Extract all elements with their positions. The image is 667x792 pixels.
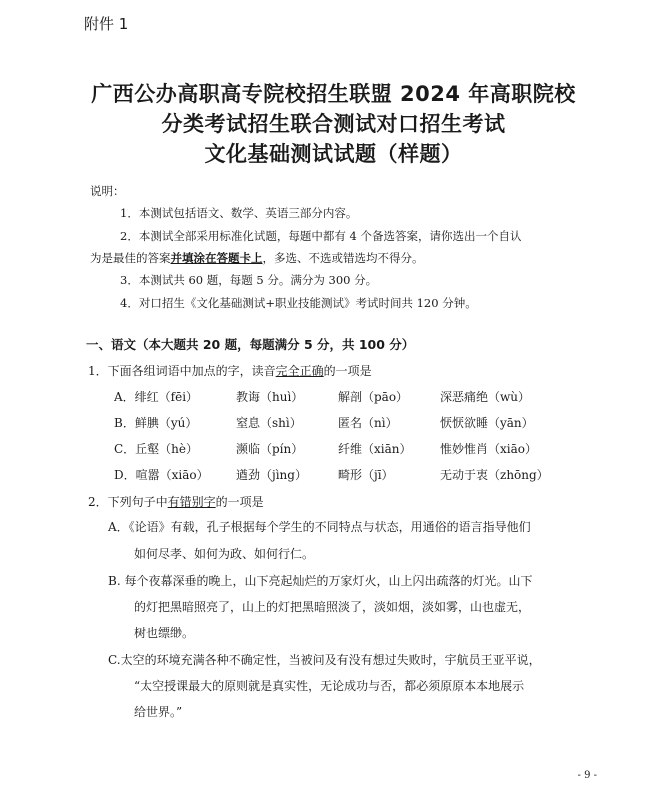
question-1-stem bbox=[88, 362, 372, 379]
note-item-2-text: 为是最佳的答案 bbox=[90, 251, 171, 265]
note-item-3: 3．本测试共 60 题，每题 5 分。满分为 300 分。 bbox=[120, 273, 378, 287]
question-1-tail: 的一项是 bbox=[323, 364, 372, 378]
attachment-label: 附件 1 bbox=[84, 15, 129, 33]
q1-option-b-word-1: B．鲜腆（yú） bbox=[114, 416, 198, 430]
notes-label: 说明： bbox=[90, 184, 125, 198]
question-1-text: 1．下面各组词语中加点的字，读音 bbox=[88, 364, 276, 378]
note-item-2-emphasis: 并填涂在答题卡上 bbox=[170, 251, 263, 265]
q1-option-d-word-2: 遒劲（jìng） bbox=[236, 468, 307, 482]
q1-option-d-word-3: 畸形（jī） bbox=[338, 468, 394, 482]
q1-option-a-word-4: 深恶痛绝（wù） bbox=[440, 390, 531, 404]
question-2-keyword: 有错别字 bbox=[167, 495, 216, 509]
q2-option-b-line-1: B. 每个夜幕深垂的晚上，山下亮起灿烂的万家灯火，山上闪出疏落的灯光。山下 bbox=[108, 574, 533, 588]
question-1-keyword: 完全正确 bbox=[275, 364, 324, 378]
q2-option-b-line-2: 的灯把黑暗照亮了，山上的灯把黑暗照淡了，淡如烟，淡如雾，山也虚无， bbox=[134, 600, 531, 614]
q1-option-a-word-2: 教诲（huì） bbox=[236, 390, 304, 404]
note-item-2-continued bbox=[90, 250, 424, 266]
q1-option-b-word-3: 匿名（nì） bbox=[338, 416, 398, 430]
note-item-1: 1．本测试包括语文、数学、英语三部分内容。 bbox=[120, 206, 358, 220]
q1-option-d-word-4: 无动于衷（zhōng） bbox=[440, 468, 549, 482]
q1-option-a-word-3: 解剖（pāo） bbox=[338, 390, 409, 404]
q1-option-b-word-4: 恹恹欲睡（yān） bbox=[440, 416, 534, 430]
q1-option-b-word-2: 窒息（shì） bbox=[236, 416, 302, 430]
page-number: - 9 - bbox=[577, 770, 597, 781]
q1-option-d-word-1: D．喧嚣（xiāo） bbox=[114, 468, 209, 482]
q2-option-c-line-1: C.太空的环境充满各种不确定性，当被问及有没有想过失败时，宇航员王亚平说， bbox=[108, 653, 541, 667]
q1-option-c-word-3: 纤维（xiān） bbox=[338, 442, 412, 456]
q1-option-c-word-1: C．丘壑（hè） bbox=[114, 442, 199, 456]
q2-option-a-line-1: A．《论语》有载，孔子根据每个学生的不同特点与状态，用通俗的语言指导他们 bbox=[108, 520, 531, 534]
title-line-1: 广西公办高职高专院校招生联盟 2024 年高职院校 bbox=[91, 82, 576, 106]
question-2-stem bbox=[88, 493, 264, 510]
note-item-2-tail: ，多选、不选或错选均不得分。 bbox=[262, 251, 424, 265]
q1-option-a-word-1: A．绯红（fēi） bbox=[114, 390, 199, 404]
q1-option-c-word-2: 濒临（pín） bbox=[236, 442, 304, 456]
q2-option-b-line-3: 树也缥缈。 bbox=[134, 626, 195, 640]
question-2-text: 2．下列句子中 bbox=[88, 495, 168, 509]
question-2-tail: 的一项是 bbox=[215, 495, 264, 509]
q1-option-c-word-4: 惟妙惟肖（xiāo） bbox=[440, 442, 537, 456]
title-line-3: 文化基础测试试题（样题） bbox=[204, 142, 463, 166]
title-line-2: 分类考试招生联合测试对口招生考试 bbox=[161, 112, 506, 136]
section-heading-chinese: 一、语文（本大题共 20 题，每题满分 5 分，共 100 分） bbox=[86, 337, 415, 352]
note-item-2: 2．本测试全部采用标准化试题，每题中都有 4 个备选答案，请你选出一个自认 bbox=[120, 229, 522, 243]
q2-option-c-line-3: 给世界。” bbox=[134, 705, 183, 719]
note-item-4: 4．对口招生《文化基础测试+职业技能测试》考试时间共 120 分钟。 bbox=[120, 296, 477, 310]
q2-option-c-line-2: “太空授课最大的原则就是真实性，无论成功与否，都必须原原本本地展示 bbox=[134, 679, 525, 693]
q2-option-a-line-2: 如何尽孝、如何为政、如何行仁。 bbox=[134, 547, 315, 561]
